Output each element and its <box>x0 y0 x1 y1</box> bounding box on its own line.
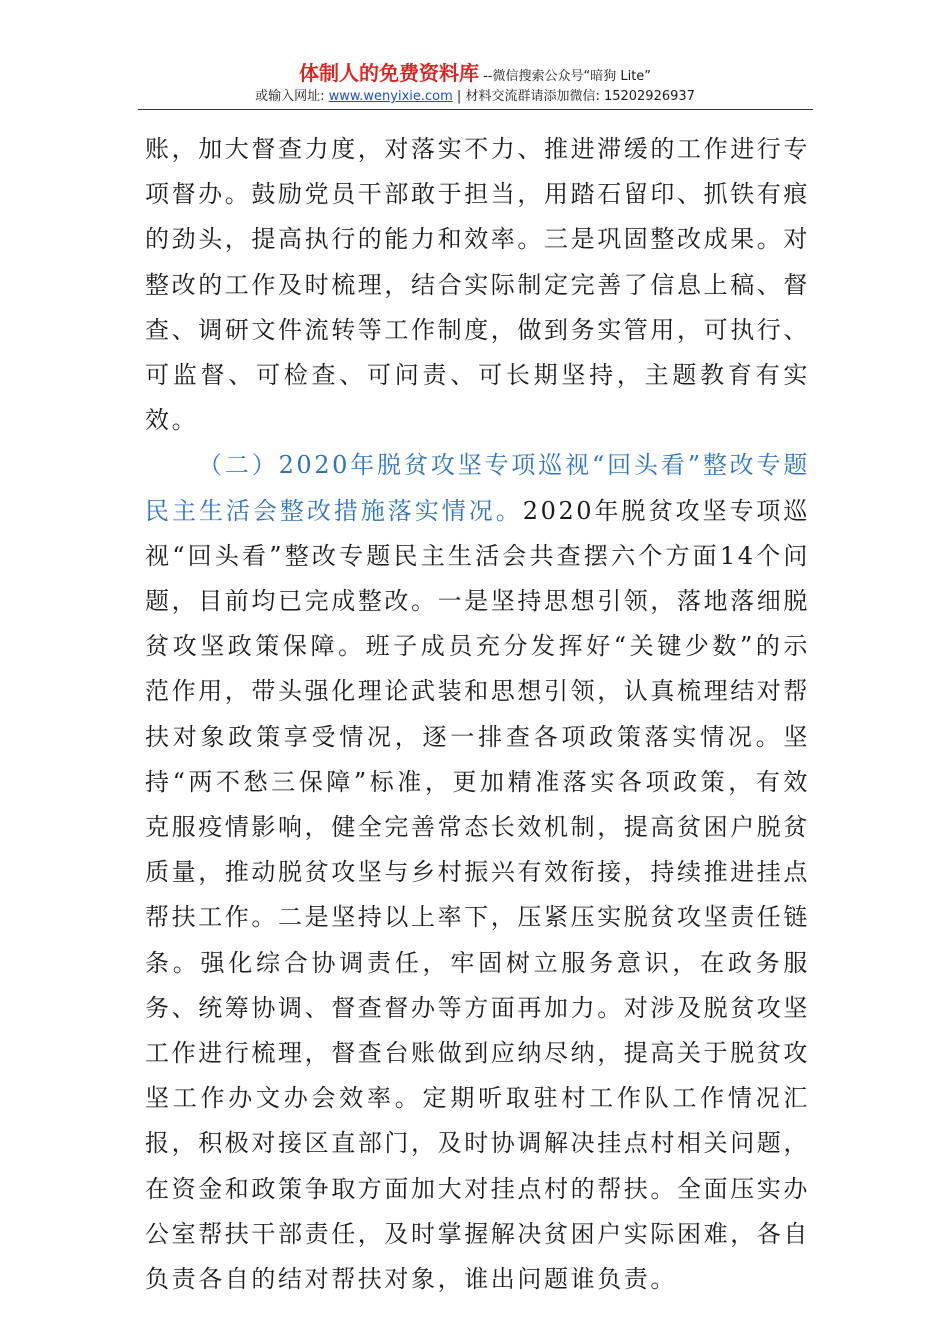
paragraph-section-two <box>145 443 810 1302</box>
contact-info: | 材料交流群请添加微信: 15202926937 <box>452 89 695 104</box>
website-link[interactable]: www.wenyixie.com <box>328 89 453 104</box>
header-slogan: --微信搜索公众号“暗狗 Lite” <box>478 69 652 84</box>
document-body <box>145 127 810 1302</box>
section-body: 2020年脱贫攻坚专项巡视“回头看”整改专题民主生活会共查摆六个方面14个问题，目前均已完成整改。一是坚持思想引领，落地落细脱贫攻坚政策保障。班子成员充分发挥好“关键少数”的示范作用，带头强化理论武装和思想引领，认真梳理结对帮扶对象政策享受情况，逐一排查各项政策落实情况。坚持“两不愁三保障”标准，更加精准落实各项政策，有效克服疫情影响，健全完善常态长效机制，提高贫困户脱贫质量，推动脱贫攻坚与乡村振兴有效衔接，持续推进挂点帮扶工作。二是坚持以上率下，压紧压实脱贫攻坚责任链条。强化综合协调责任，牢固树立服务意识，在政务服务、统筹协调、督查督办等方面再加力。对涉及脱贫攻坚工作进行梳理，督查台账做到应纳尽纳，提高关于脱贫攻坚工作办文办会效率。定期听取驻村工作队工作情况汇报，积极对接区直部门，及时协调解决挂点村相关问题，在资金和政策争取方面加大对挂点村的帮扶。全面压实办公室帮扶干部责任，及时掌握解决贫困户实际困难，各自负责各自的结对帮扶对象，谁出问题谁负责。 <box>145 496 811 1294</box>
section-heading: （二）2020年脱贫攻坚专项巡视“回头看”整改专题民主生活会整改措施落实情况。 <box>145 451 810 525</box>
header-contact-line <box>0 86 950 108</box>
page-header <box>0 60 950 108</box>
header-divider <box>138 109 813 110</box>
url-label: 或输入网址: <box>255 89 329 104</box>
brand-title: 体制人的免费资料库 <box>298 61 479 85</box>
paragraph-continued: 账，加大督查力度，对落实不力、推进滞缓的工作进行专项督办。鼓励党员干部敢于担当，用踏石留印、抓铁有痕的劲头，提高执行的能力和效率。三是巩固整改成果。对整改的工作及时梳理，结合实际制定完善了信息上稿、督查、调研文件流转等工作制度，做到务实管用，可执行、可监督、可检查、可问责、可长期坚持，主题教育有实效。 <box>145 135 810 435</box>
header-banner <box>0 60 950 86</box>
